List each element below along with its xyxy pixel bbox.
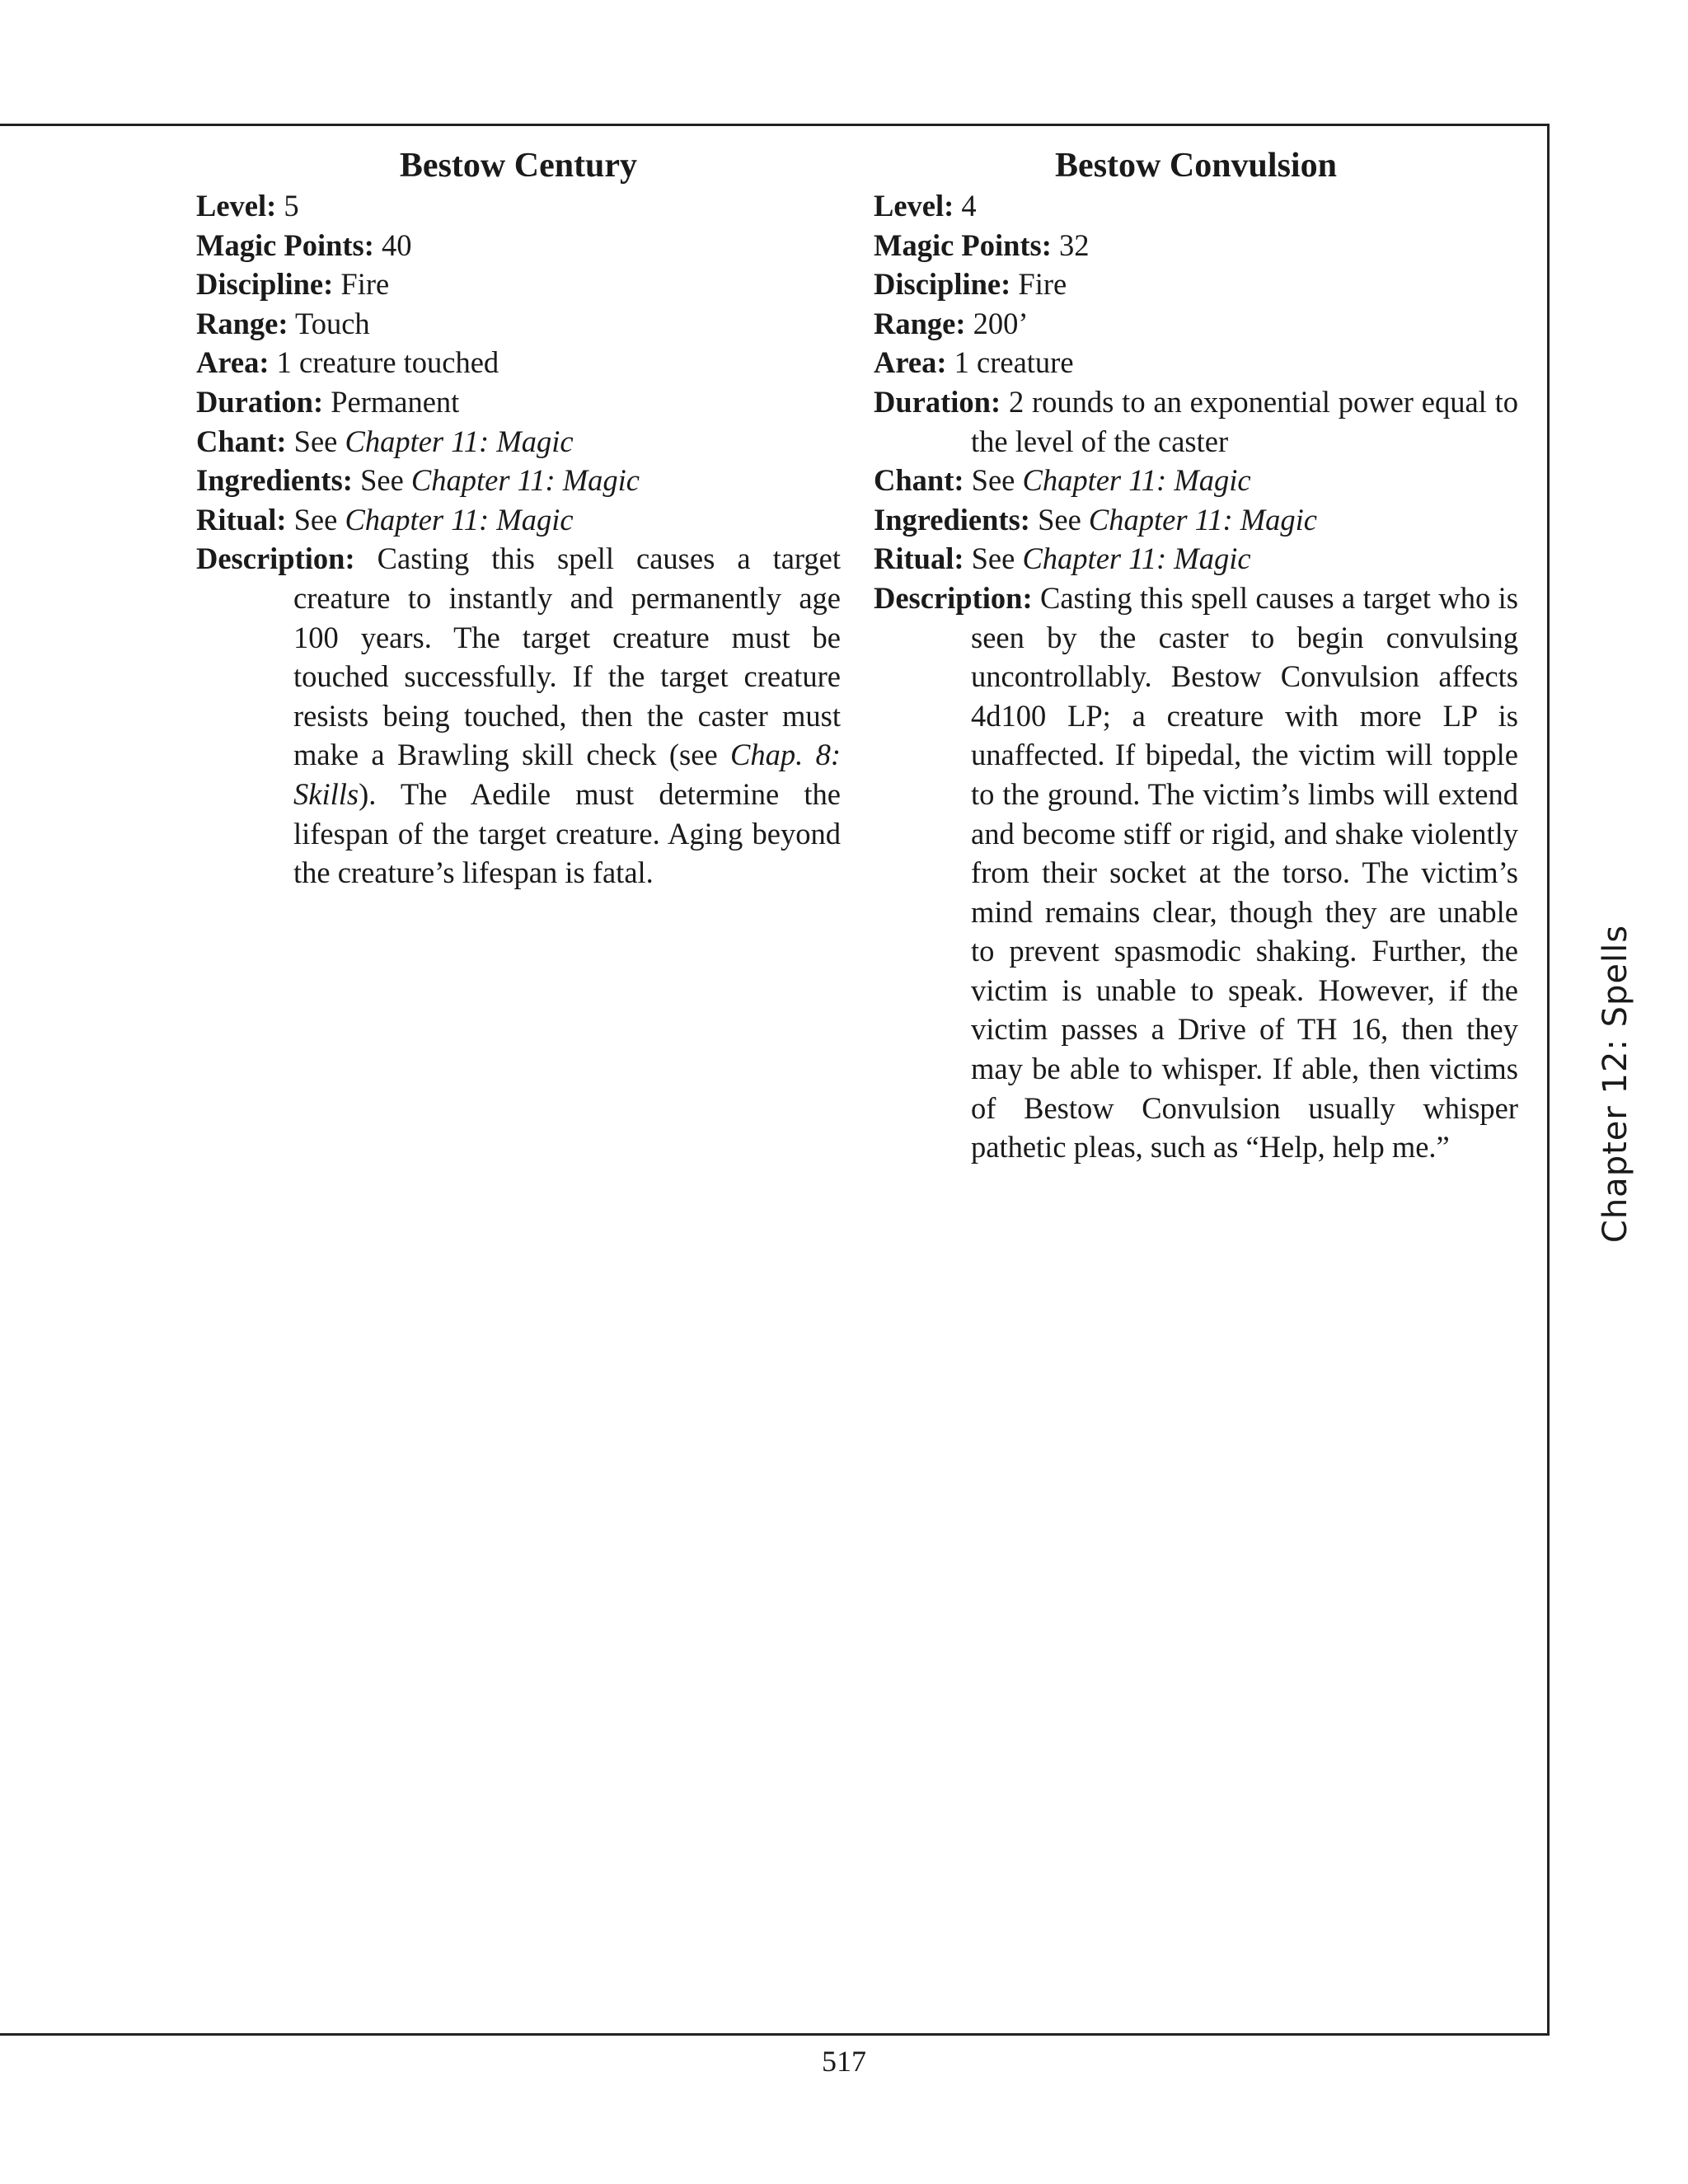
field-label: Ingredients: — [196, 463, 353, 498]
chapter-reference: Chap. 8: Skills — [293, 738, 842, 811]
field-label: Ritual: — [196, 502, 287, 537]
chapter-side-tab-label: Chapter 12: Spells — [1597, 924, 1634, 1244]
description-text: ). The Aedile must determine the lifespan of the target creature. Aging beyond the creature’s lifespan is fatal. — [293, 776, 841, 890]
field-magic-points — [874, 226, 1518, 265]
chapter-reference: Chapter 11: Magic — [345, 424, 574, 458]
field-ritual — [874, 539, 1518, 579]
field-level — [874, 186, 1518, 226]
chapter-reference: Chapter 11: Magic — [345, 502, 574, 537]
field-label: Chant: — [196, 424, 287, 458]
field-label: Range: — [874, 306, 966, 340]
field-discipline — [196, 265, 841, 304]
spell-entry-bestow-century — [196, 142, 841, 893]
field-label: Description: — [874, 580, 1033, 615]
field-area — [196, 343, 841, 382]
field-chant — [196, 422, 841, 462]
frame-top-rule — [0, 124, 1550, 126]
frame-right-rule — [1547, 124, 1550, 2036]
field-ingredients — [196, 461, 841, 500]
field-label: Area: — [874, 345, 947, 380]
field-value: 200’ — [973, 306, 1029, 340]
field-duration — [874, 382, 1518, 461]
field-magic-points — [196, 226, 841, 265]
field-value: Fire — [1018, 267, 1067, 302]
field-label: Level: — [196, 189, 277, 223]
field-label: Discipline: — [874, 267, 1011, 302]
chapter-side-tab — [1591, 924, 1640, 1244]
chapter-reference: Chapter 11: Magic — [1088, 502, 1317, 537]
field-value: See — [360, 463, 404, 498]
field-label: Ritual: — [874, 541, 964, 576]
field-value: 32 — [1059, 227, 1090, 262]
field-label: Duration: — [874, 384, 1001, 419]
field-value: See — [293, 424, 338, 458]
description-text: Casting this spell causes a target creature to instantly and permanently age 100 years. The target creature must be touched successfully. If the target creature resists being touched, then the caster must make a Brawling skill check (see — [293, 541, 842, 772]
field-duration — [196, 382, 841, 422]
field-range — [196, 304, 841, 344]
field-ingredients — [874, 500, 1518, 540]
chapter-reference: Chapter 11: Magic — [1022, 463, 1251, 498]
field-value: See — [971, 463, 1015, 498]
field-label: Discipline: — [196, 267, 334, 302]
field-value: Fire — [340, 267, 390, 302]
field-value: 40 — [382, 227, 412, 262]
chapter-reference: Chapter 11: Magic — [410, 463, 640, 498]
field-range — [874, 304, 1518, 344]
field-description — [196, 539, 841, 892]
field-label: Magic Points: — [874, 227, 1052, 262]
field-value: 2 rounds to an exponential power equal to the level of the caster — [971, 384, 1519, 458]
field-value: Permanent — [331, 384, 460, 419]
field-value: 1 creature touched — [276, 345, 499, 380]
field-value: See — [293, 502, 338, 537]
field-label: Ingredients: — [874, 502, 1030, 537]
spell-title: Bestow Convulsion — [1055, 147, 1337, 185]
field-discipline — [874, 265, 1518, 304]
description-text: Casting this spell causes a target who is seen by the caster to begin convulsing uncontrollably. Bestow Convulsion affects 4d100 LP; a creature with more LP is unaffected. If bipedal, the victim will topple to the ground. The victim’s limbs will extend and become stiff or rigid, and shake violently from their socket at the torso. The victim’s mind remains clear, though they are unable to prevent spasmodic shaking. Further, the victim is unable to speak. However, if the victim passes a Drive of TH 16, then they may be able to whisper. If able, then victims of Bestow Convulsion usually whisper pathetic pleas, such as “Help, help me.” — [971, 580, 1518, 1165]
field-ritual — [196, 500, 841, 540]
field-label: Magic Points: — [196, 227, 374, 262]
field-value: See — [1038, 502, 1081, 537]
field-value: Touch — [294, 306, 370, 340]
spell-title: Bestow Century — [399, 147, 638, 185]
field-label: Level: — [874, 189, 954, 223]
field-value: 5 — [284, 189, 299, 223]
field-label: Area: — [196, 345, 270, 380]
chapter-reference: Chapter 11: Magic — [1022, 541, 1251, 576]
field-label: Range: — [196, 306, 288, 340]
field-label: Description: — [196, 541, 355, 576]
field-value: 4 — [961, 189, 977, 223]
field-value: See — [971, 541, 1015, 576]
field-area — [874, 343, 1518, 382]
frame-bottom-rule — [0, 2033, 1550, 2036]
page-number: 517 — [822, 2045, 866, 2078]
spell-entry-bestow-convulsion — [874, 142, 1518, 1167]
field-label: Chant: — [874, 463, 964, 498]
field-label: Duration: — [196, 384, 324, 419]
field-chant — [874, 461, 1518, 500]
field-value: 1 creature — [954, 345, 1074, 380]
field-description — [874, 579, 1518, 1167]
field-level — [196, 186, 841, 226]
